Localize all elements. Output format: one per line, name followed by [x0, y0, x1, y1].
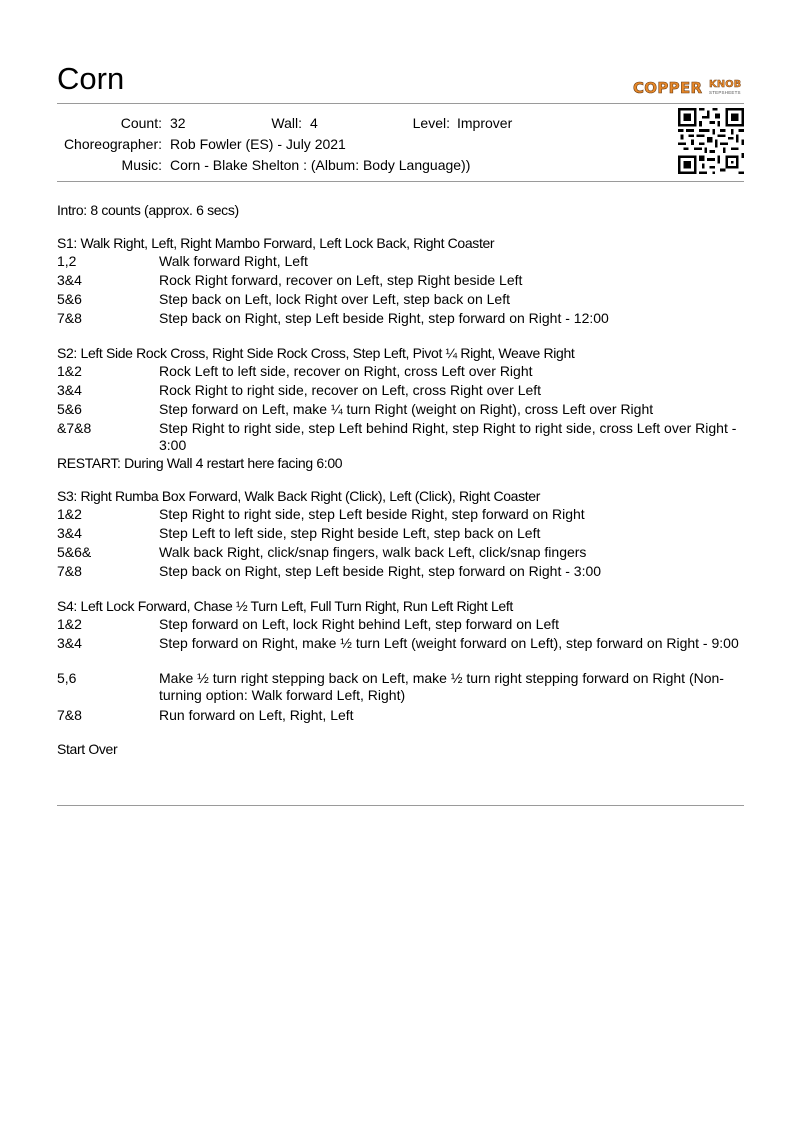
logo-main-text: COPPER: [633, 79, 703, 97]
header-divider: [57, 103, 744, 104]
ending-text: Start Over: [57, 741, 118, 757]
intro-text: Intro: 8 counts (approx. 6 secs): [57, 202, 239, 218]
count-value: 32: [170, 115, 186, 131]
step-count: 7&8: [57, 707, 82, 723]
step-count: 3&4: [57, 635, 82, 651]
section-title: S2: Left Side Rock Cross, Right Side Rock Cross, Step Left, Pivot ¼ Right, Weave Right: [57, 345, 575, 361]
logo-sub-text: STEPSHEETS: [709, 90, 741, 95]
step-description: Step forward on Left, lock Right behind Left, step forward on Left: [159, 616, 560, 632]
step-description: Step Left to left side, step Right beside Left, step back on Left: [159, 525, 541, 541]
music-label: Music:: [121, 157, 162, 173]
step-description: Step forward on Right, make ½ turn Left (weight forward on Left), step forward on Right - 9:00: [159, 635, 739, 651]
step-count: 5&6: [57, 401, 82, 417]
step-count: 1&2: [57, 363, 82, 379]
step-description: Step back on Left, lock Right over Left, step back on Left: [159, 291, 510, 307]
music-value: Corn - Blake Shelton : (Album: Body Language)): [170, 157, 471, 173]
step-description: Rock Left to left side, recover on Right, cross Left over Right: [159, 363, 533, 379]
choreographer-value: Rob Fowler (ES) - July 2021: [170, 136, 346, 152]
step-count: 3&4: [57, 382, 82, 398]
step-count: 5,6: [57, 670, 77, 686]
step-description: Step back on Right, step Left beside Right, step forward on Right - 12:00: [159, 310, 609, 326]
level-label: Level:: [412, 115, 450, 131]
step-description: Walk back Right, click/snap fingers, walk back Left, click/snap fingers: [159, 544, 587, 560]
step-description: Step Right to right side, step Left beside Right, step forward on Right: [159, 506, 585, 522]
section-title: S4: Left Lock Forward, Chase ½ Turn Left, Full Turn Right, Run Left Right Left: [57, 598, 513, 614]
step-count: &7&8: [57, 420, 92, 436]
step-count: 3&4: [57, 525, 82, 541]
logo-side: [709, 80, 745, 96]
step-description: Rock Right to right side, recover on Left, cross Right over Left: [159, 382, 542, 398]
step-description: Step back on Right, step Left beside Right, step forward on Right - 3:00: [159, 563, 602, 579]
meta-divider: [57, 181, 744, 182]
page-title: Corn: [57, 61, 125, 96]
step-description: Step Right to right side, step Left behind Right, step Right to right side, cross Left over Right - 3:00: [159, 420, 737, 453]
step-count: 1&2: [57, 616, 82, 632]
wall-value: 4: [310, 115, 318, 131]
level-value: Improver: [457, 115, 513, 131]
step-count: 7&8: [57, 563, 82, 579]
step-description: Step forward on Left, make ¼ turn Right (weight on Right), cross Left over Right: [159, 401, 654, 417]
copperknob-logo: [633, 80, 745, 98]
count-label: Count:: [120, 115, 162, 131]
step-count: 5&6: [57, 291, 82, 307]
wall-label: Wall:: [271, 115, 302, 131]
step-description: Make ½ turn right stepping back on Left, make ½ turn right stepping forward on Right (Non-turning option: Walk forward Left, Right): [159, 670, 724, 703]
step-description: Rock Right forward, recover on Left, step Right beside Left: [159, 272, 523, 288]
section-title: S1: Walk Right, Left, Right Mambo Forward, Left Lock Back, Right Coaster: [57, 235, 495, 251]
step-count: 1&2: [57, 506, 82, 522]
step-description: Run forward on Left, Right, Left: [159, 707, 354, 723]
logo-knob-text: KNOB: [709, 79, 742, 90]
step-count: 5&6&: [57, 544, 92, 560]
choreographer-label: Choreographer:: [63, 136, 162, 152]
step-count: 7&8: [57, 310, 82, 326]
qr-code-icon: [678, 108, 744, 174]
step-count: 1,2: [57, 253, 77, 269]
step-description: Walk forward Right, Left: [159, 253, 308, 269]
section-title: S3: Right Rumba Box Forward, Walk Back Right (Click), Left (Click), Right Coaster: [57, 488, 541, 504]
footer-divider: [57, 805, 744, 806]
step-count: 3&4: [57, 272, 82, 288]
restart-note: RESTART: During Wall 4 restart here facing 6:00: [57, 455, 343, 471]
